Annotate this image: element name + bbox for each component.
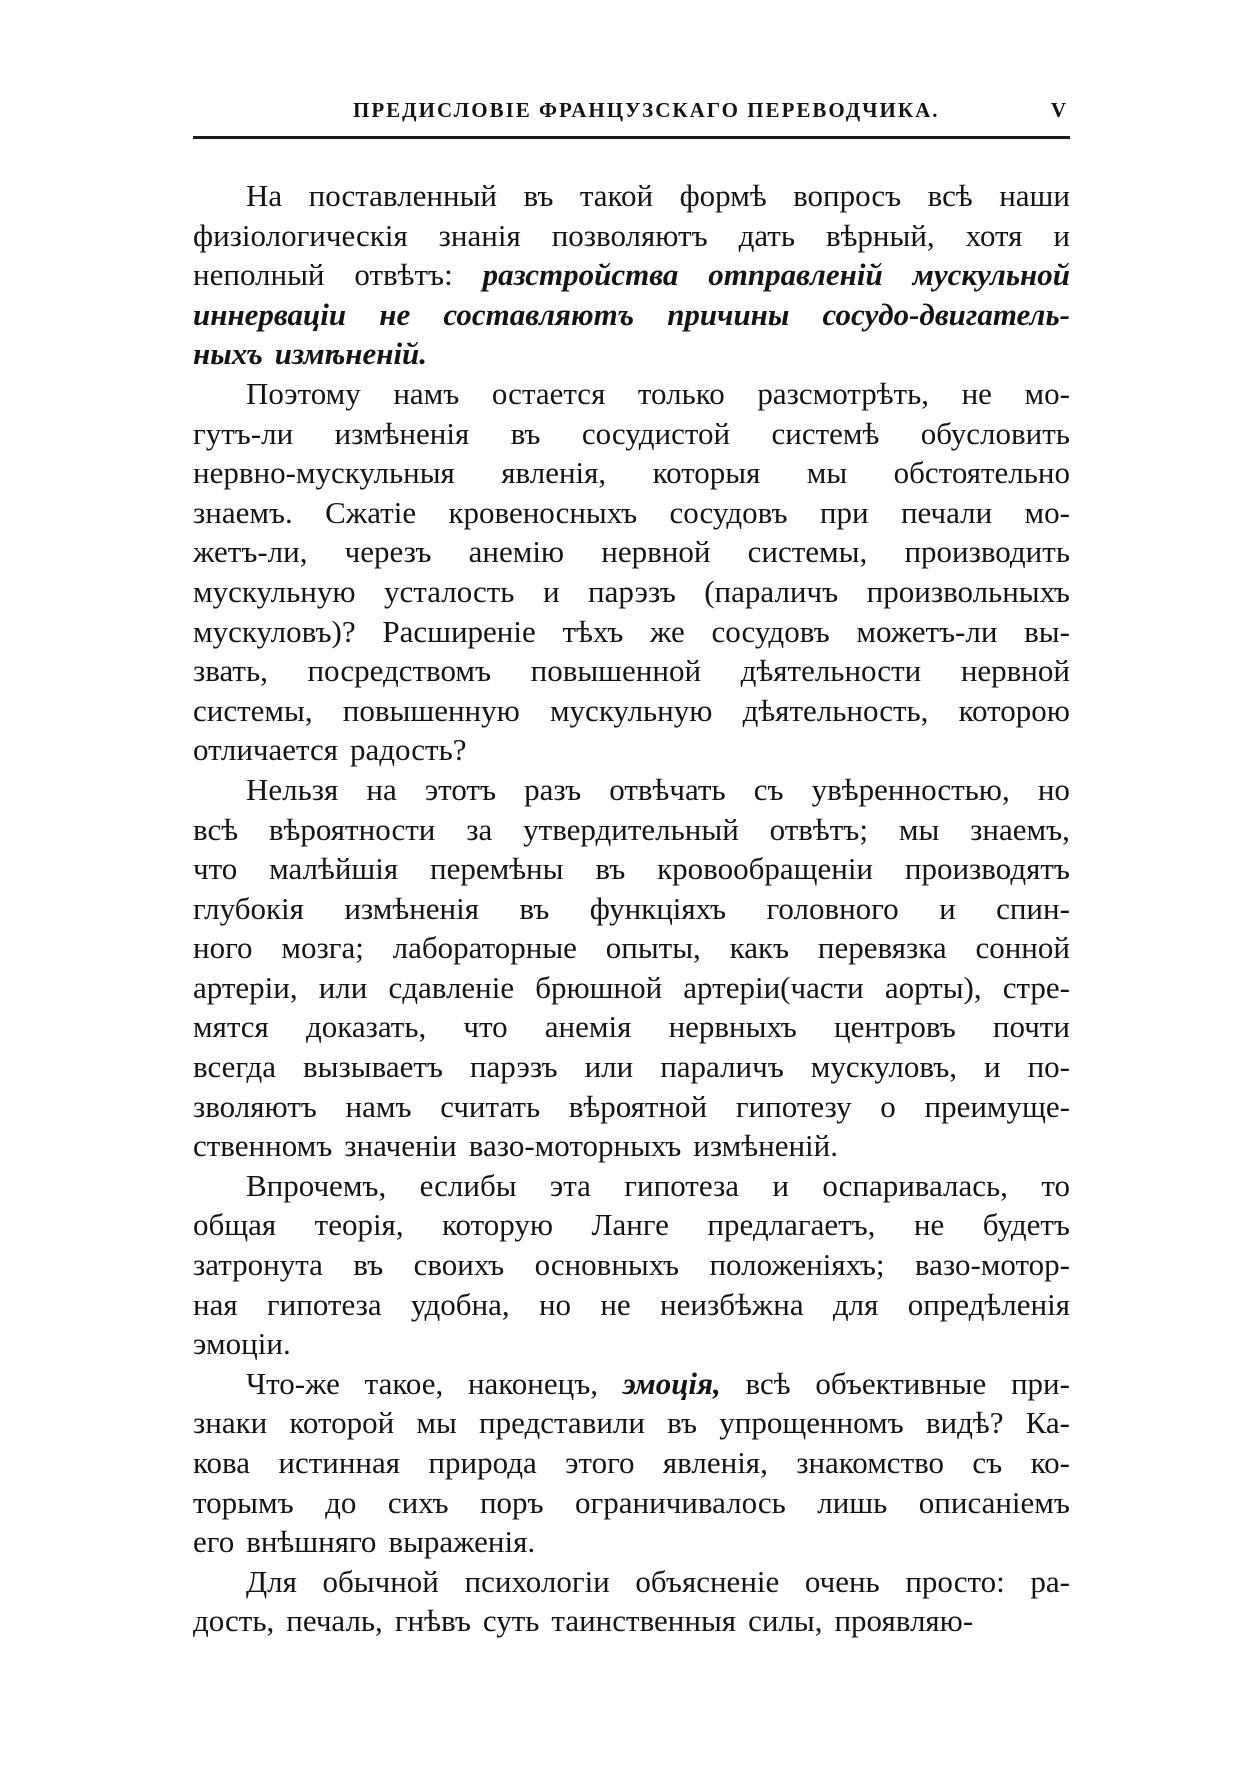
word: просто: [905,1563,1005,1599]
word: анемія [544,1009,632,1045]
word: природа [428,1445,537,1480]
word: сосудовъ [711,613,830,649]
word: намъ [345,1088,412,1124]
word: всѣ [193,811,239,847]
text-line [193,968,1070,1008]
word: зволяютъ [193,1088,317,1124]
word: измѣненій. [693,1128,839,1164]
word: мо- [1024,494,1070,530]
word: всѣ [745,1365,791,1401]
word: въ [595,851,626,887]
word: повышенную [342,692,520,728]
word: явленія, [662,1445,768,1480]
word: но [1037,771,1070,807]
word: гипотеза [266,1286,382,1322]
word: съ [753,771,784,807]
word: то [1041,1167,1070,1203]
text-line [193,532,1070,572]
word: посредствомъ [307,653,492,689]
word: вѣроятности [268,811,436,847]
word: о [880,1088,896,1124]
word: суть [482,1603,540,1639]
word: гипотезу [735,1088,852,1124]
word: или [584,1049,634,1085]
word: повышенной [530,653,702,689]
word: вѣроятной [568,1088,708,1124]
running-head [193,96,1070,139]
page-number: V [1050,98,1066,122]
text-line [193,928,1070,968]
word: ограничивалось [575,1484,786,1520]
word: ного [193,930,253,966]
word: же [649,613,685,649]
word: перевязка [817,930,947,966]
word: нервной [960,653,1070,689]
paragraph [193,770,1070,1166]
word: этотъ [424,771,496,807]
word: такое, [364,1365,444,1401]
word: общая [193,1207,277,1243]
word: мы [898,811,940,847]
word: знакомство [796,1445,945,1480]
italic-word: ныхъ [193,336,263,372]
word: сдавленіе [388,969,515,1005]
word: кровеносныхъ [448,494,638,530]
word: на [366,771,397,807]
word: сихъ [387,1484,449,1520]
word: затронута [193,1247,323,1283]
word: системы, [747,534,868,570]
running-title: ПРЕДИСЛОВІЕ ФРАНЦУЗСКАГО ПЕРЕВОДЧИКА. [353,98,940,122]
text-line [193,374,1070,414]
word: и [984,1049,1001,1085]
word: глубокія [193,890,304,926]
word: вы- [1024,613,1070,649]
word: обстоятельно [893,455,1070,491]
word: гипотеза [624,1167,739,1203]
word: Что-же [246,1365,340,1401]
word: измѣненія [334,415,470,451]
word: неизбѣжна [660,1286,804,1322]
paragraph [193,374,1070,770]
word: нервной [601,534,711,570]
word: вазо-моторныхъ [468,1128,682,1164]
text-line [193,1601,1070,1641]
word: вѣрный, [825,217,935,253]
word: печаль, [286,1603,383,1639]
word: не [913,1207,945,1243]
italic-word: составляютъ [443,296,635,332]
word: малѣйшія [269,851,399,887]
text-line [193,1205,1070,1245]
word: радость? [349,732,467,768]
word: печали [900,494,993,530]
word: Для [246,1563,297,1599]
text-line [193,334,1070,374]
word: дость, [193,1603,275,1639]
italic-word: отправленій [708,257,883,293]
paragraph [193,176,1070,374]
word: вазо-мотор- [914,1247,1070,1283]
word: выраженія. [388,1524,536,1560]
italic-word: эмоція, [622,1365,721,1401]
word: центровъ [833,1009,956,1045]
word: гутъ-ли [193,415,294,451]
word: до [325,1484,357,1520]
word: можетъ-ли [856,613,998,649]
word: какъ [729,930,790,966]
word: спин- [996,890,1070,926]
word: производятъ [904,851,1070,887]
text-line [193,1562,1070,1602]
word: производить [904,534,1070,570]
word: Впрочемъ, [246,1167,387,1203]
word: Ланге [591,1207,669,1243]
word: объясненіе [635,1563,780,1599]
word: оспаривалась, [822,1167,1008,1203]
word: но [538,1286,572,1322]
word: усталость [384,573,515,609]
word: или [318,969,368,1005]
word: произвольныхъ [866,573,1070,609]
word: остается [491,375,606,411]
italic-word: измѣненій. [274,336,428,372]
word: артеріи(части [683,969,864,1005]
word: эта [549,1167,591,1203]
word: силы, [748,1603,823,1639]
word: почти [992,1009,1070,1045]
word: мускуловъ)? [193,613,356,649]
word: описаніемъ [918,1484,1070,1520]
word: въ [523,178,554,213]
word: по- [1027,1049,1070,1085]
word: функціяхъ [589,890,727,926]
word: мускуловъ, [810,1049,958,1085]
word: торымъ [193,1484,294,1520]
word: кова [193,1445,250,1480]
text-line [193,1007,1070,1047]
paragraph [193,1166,1070,1364]
word: наконецъ, [467,1365,599,1401]
word: не [961,375,992,411]
word: Нельзя [246,771,339,807]
word: значеніи [344,1128,457,1164]
italic-word: иннерваціи [193,296,347,332]
text-line [193,849,1070,889]
word: преимуще- [924,1088,1070,1124]
word: предлагаетъ, [707,1207,876,1243]
word: наши [999,178,1070,213]
text-line [193,1087,1070,1127]
word: параличъ [660,1049,784,1085]
word: видѣ? [925,1405,1004,1441]
word: артеріи, [193,969,298,1005]
word: мускульную [549,692,713,728]
word: и [939,890,956,926]
word: опредѣленія [907,1286,1070,1322]
word: ко- [1030,1445,1070,1480]
word: психологіи [464,1563,610,1599]
word: разсмотрѣть, [757,375,929,411]
text-line [193,651,1070,691]
word: знанія [438,217,521,253]
word: эмоціи. [193,1326,291,1362]
text-line [193,453,1070,493]
word: дѣятельность, [742,692,929,728]
word: измѣненія [344,890,479,926]
word: отвѣтъ: [354,257,453,293]
word: проявляю- [834,1603,974,1639]
word: головного [766,890,899,926]
word: такой [579,178,654,213]
word: доказать, [305,1009,427,1045]
word: въ [667,1405,698,1441]
word: мы [806,455,848,491]
word: внѣшняго [246,1524,377,1560]
word: сосудовъ [669,494,788,530]
italic-word: мускульной [912,257,1070,293]
word: поставленный [308,178,497,213]
word: позволяютъ [551,217,708,253]
word: ра- [1030,1563,1070,1599]
text-line [193,1483,1070,1523]
text-line [193,1403,1070,1443]
word: что [463,1009,508,1045]
word: представили [479,1405,645,1441]
word: мятся [193,1009,269,1045]
word: Расширеніе [382,613,536,649]
text-line [193,1126,1070,1166]
text-line [193,612,1070,652]
word: и [772,1167,789,1203]
word: знаки [193,1405,268,1441]
word: всѣ [927,178,973,213]
word: въ [519,890,550,926]
word: звать, [193,653,268,689]
text-line [193,1364,1070,1404]
word: явленія, [501,455,607,491]
word: обусловить [920,415,1070,451]
word: (параличъ [704,573,839,609]
word: мозга; [281,930,364,966]
word: теорія, [314,1207,404,1243]
word: гнѣвъ [394,1603,471,1639]
word: упрощенномъ [719,1405,904,1441]
word: мы [416,1405,457,1441]
text-line [193,691,1070,731]
word: отвѣтъ; [769,811,868,847]
word: для [832,1286,879,1322]
text-line [193,414,1070,454]
word: этого [565,1445,635,1480]
word: аорты), [884,969,982,1005]
word: въ [353,1247,384,1283]
word: за [466,811,493,847]
italic-word: не [379,296,411,332]
word: дѣятельности [740,653,922,689]
italic-word: причины [667,296,790,332]
word: положеніяхъ; [709,1247,885,1283]
word: удобна, [410,1286,510,1322]
word: мо- [1024,375,1070,411]
word: жетъ-ли, [193,534,308,570]
word: которыя [652,455,761,491]
word: очень [804,1563,880,1599]
word: въ [510,415,541,451]
word: хотя [965,217,1023,253]
text-line [193,889,1070,929]
word: ственномъ [193,1128,333,1164]
word: обычной [322,1563,439,1599]
word: Поэтому [246,375,361,411]
word: утвердительный [523,811,739,847]
word: объективные [815,1365,987,1401]
text-line [193,295,1070,335]
word: анемію [468,534,565,570]
word: лишь [817,1484,888,1520]
word: будетъ [982,1207,1070,1243]
word: при [819,494,869,530]
word: отличается [193,732,338,768]
word: вопросъ [793,178,902,213]
word: намъ [393,375,460,411]
text-line [193,176,1070,216]
word: физіологическія [193,217,408,253]
word: и [542,573,560,609]
word: системѣ [771,415,880,451]
word: стре- [1002,969,1070,1005]
word: основныхъ [534,1247,680,1283]
word: сосудистой [581,415,731,451]
word: нервно-мускульныя [193,455,455,491]
word: которою [958,692,1070,728]
word: увѣренностью, [811,771,1010,807]
word: которой [289,1405,395,1441]
word: тѣхъ [562,613,624,649]
text-line [193,1522,1070,1562]
word: и [1053,217,1070,253]
word: сонной [975,930,1070,966]
word: вызываетъ [303,1049,443,1085]
word: дать [738,217,795,253]
word: разъ [524,771,582,807]
word: мускульную [193,573,356,609]
text-line [193,1245,1070,1285]
text-line [193,1285,1070,1325]
word: черезъ [344,534,432,570]
text-line [193,1047,1070,1087]
word: Ка- [1025,1405,1070,1441]
word: всегда [193,1049,277,1085]
text-line [193,493,1070,533]
text-line [193,1324,1070,1364]
word: неполный [193,257,325,293]
word: еслибы [419,1167,517,1203]
word: кровообращеніи [657,851,874,887]
word: только [637,375,725,411]
word: таинственныя [551,1603,737,1639]
word: Сжатіе [325,494,417,530]
word: отвѣчать [609,771,726,807]
text-line [193,216,1070,256]
word: формѣ [679,178,767,213]
paragraph [193,1562,1070,1641]
word: его [193,1524,235,1560]
word: парэзъ [469,1049,558,1085]
word: опыты, [605,930,701,966]
paragraph [193,1364,1070,1562]
text-line [193,1443,1070,1483]
italic-word: сосудо-двигатель- [822,296,1070,332]
text-line [193,810,1070,850]
word: нервныхъ [668,1009,797,1045]
italic-word: разстройства [482,257,679,293]
text-line [193,572,1070,612]
word: истинная [278,1445,401,1480]
text-line [193,730,1070,770]
word: На [246,178,283,213]
text-line [193,255,1070,295]
word: брюшной [535,969,663,1005]
word: знаемъ. [193,494,293,530]
word: перемѣны [430,851,564,887]
text-line [193,770,1070,810]
word: поръ [479,1484,544,1520]
word: съ [972,1445,1003,1480]
word: при- [1010,1365,1070,1401]
body-text [193,176,1070,1641]
word: которую [442,1207,554,1243]
word: лабораторные [392,930,577,966]
word: не [600,1286,631,1322]
word: системы, [193,692,313,728]
word: ная [193,1286,238,1322]
word: считать [440,1088,541,1124]
text-line [193,1166,1070,1206]
word: что [193,851,238,887]
word: парэзъ [588,573,676,609]
word: знаемъ, [970,811,1070,847]
word: своихъ [413,1247,505,1283]
